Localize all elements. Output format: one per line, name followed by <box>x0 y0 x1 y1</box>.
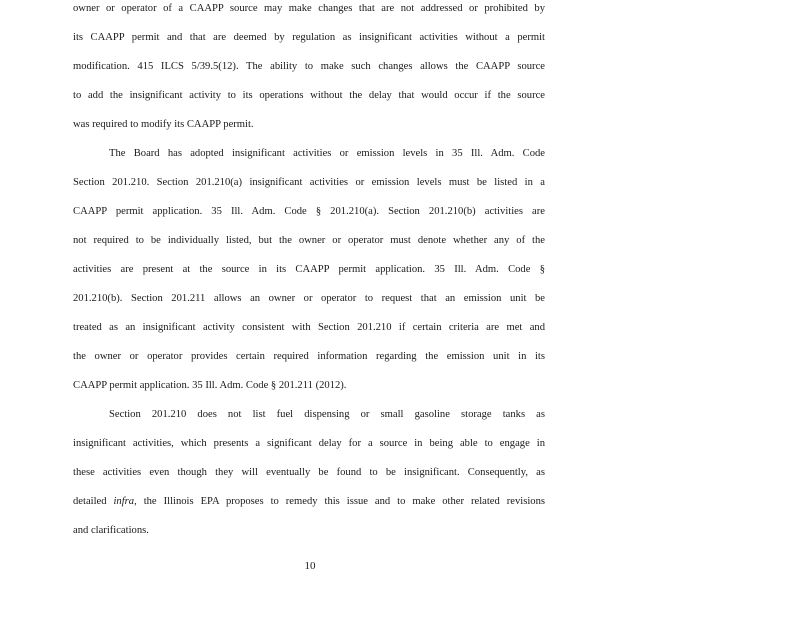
text-line: The Board has adopted insignificant activities or emission levels in 35 Ill. Adm. Code <box>109 148 545 159</box>
text-line: not required to be individually listed, but the owner or operator must denote whether any of the <box>73 235 545 246</box>
text-line: CAAPP permit application. 35 Ill. Adm. Code § 201.210(a). Section 201.210(b) activities are <box>73 206 545 217</box>
text-line: activities are present at the source in its CAAPP permit application. 35 Ill. Adm. Code § <box>73 264 545 275</box>
text-line: and clarifications. <box>73 525 149 536</box>
text-line: insignificant activities, which presents a significant delay for a source in being able to engage in <box>73 438 545 449</box>
paragraph <box>73 0 545 139</box>
text-line: to add the insignificant activity to its operations without the delay that would occur if the source <box>73 90 545 101</box>
text-line: Section 201.210. Section 201.210(a) insignificant activities or emission levels must be listed in a <box>73 177 545 188</box>
text-line: Section 201.210 does not list fuel dispensing or small gasoline storage tanks as <box>109 409 545 420</box>
text-line: 201.210(b). Section 201.211 allows an owner or operator to request that an emission unit be <box>73 293 545 304</box>
text-line: CAAPP permit application. 35 Ill. Adm. Code § 201.211 (2012). <box>73 380 347 391</box>
text-line: detailed infra, the Illinois EPA proposes to remedy this issue and to make other related revisions <box>73 496 545 507</box>
text-line: was required to modify its CAAPP permit. <box>73 119 254 130</box>
paragraph <box>73 139 545 400</box>
text-line: its CAAPP permit and that are deemed by regulation as insignificant activities without a permit <box>73 32 545 43</box>
page-number: 10 <box>304 560 316 572</box>
body-text <box>73 0 545 545</box>
text-line: modification. 415 ILCS 5/39.5(12). The ability to make such changes allows the CAAPP source <box>73 61 545 72</box>
paragraph <box>73 400 545 545</box>
text-line: the owner or operator provides certain required information regarding the emission unit in its <box>73 351 545 362</box>
text-line: owner or operator of a CAAPP source may make changes that are not addressed or prohibited by <box>73 3 545 14</box>
text-line: treated as an insignificant activity consistent with Section 201.210 if certain criteria are met and <box>73 322 545 333</box>
text-line: these activities even though they will eventually be found to be insignificant. Consequently, as <box>73 467 545 478</box>
